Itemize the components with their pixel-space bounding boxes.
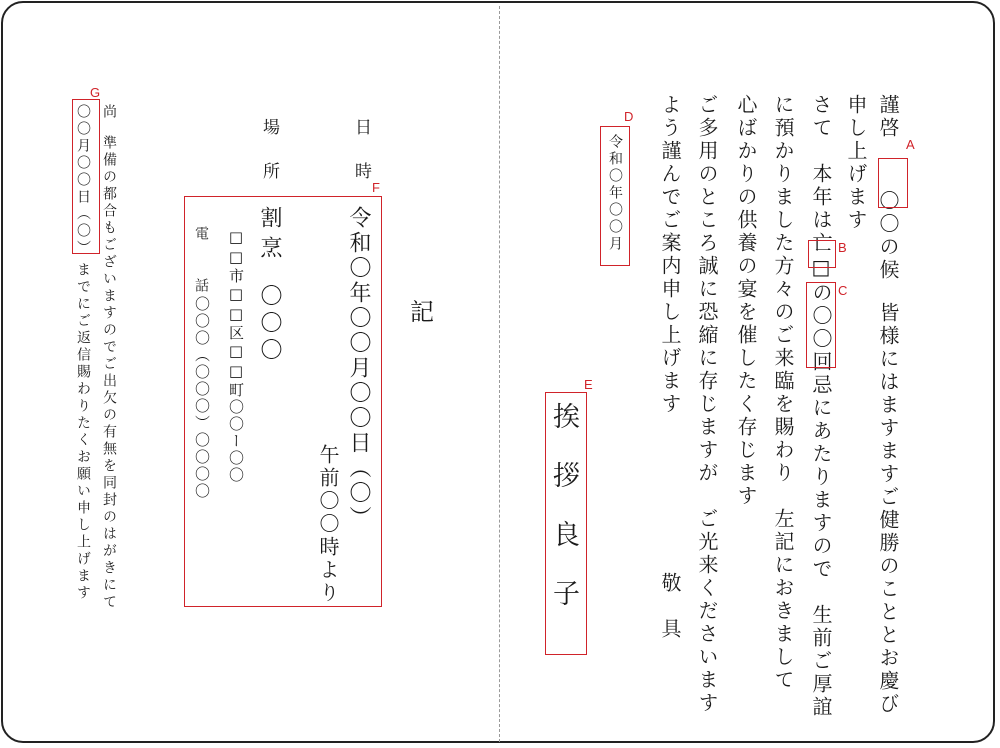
deadline-box — [72, 99, 100, 254]
date-box — [600, 126, 630, 266]
season-blank: 〇〇 — [876, 190, 900, 236]
letter-line-3 — [811, 94, 831, 719]
deceased-blank: □ — [809, 255, 833, 282]
season-box — [878, 158, 908, 208]
venue-type: 割烹 — [257, 206, 282, 266]
letter-line-5: 心ばかりの供養の宴を催したく存じます — [734, 94, 758, 508]
venue-address: □□市□□区□□町〇〇ー〇〇 — [227, 228, 245, 484]
phone-number: 〇〇〇（〇〇〇）〇〇〇〇 — [193, 296, 211, 500]
label-f: F — [372, 180, 380, 195]
label-d: D — [624, 109, 634, 124]
letter-line-2: 申し上げます — [844, 94, 868, 232]
ps-deadline: 〇〇月〇〇日（〇） — [75, 104, 91, 257]
phone-label: 電 話 — [193, 226, 209, 304]
line3-no: の — [809, 282, 833, 305]
label-b: B — [838, 240, 847, 255]
label-g: G — [90, 85, 101, 100]
date-label: 日 時 — [351, 118, 371, 184]
line3-start: さて 本年は亡 — [809, 94, 833, 255]
ps-body: 準備の都合もございますのでご出欠の有無を同封のはがきにて — [101, 135, 117, 611]
label-a: A — [906, 137, 915, 152]
letter-line-4: に預かりました方々のご来臨を賜わり 左記におきまして — [771, 94, 795, 692]
label-e: E — [584, 377, 593, 392]
health-greeting: 皆様にはますますご健勝のこととお慶び — [876, 302, 900, 716]
place-label: 場 所 — [259, 118, 279, 184]
event-time: 午前〇〇時より — [316, 444, 340, 605]
keigu: 敬 具 — [658, 572, 682, 641]
fold-line — [499, 6, 500, 742]
label-c: C — [838, 283, 848, 298]
kaiki-blank: 〇〇回忌 — [809, 305, 833, 397]
letter-line-7: よう謹んでご案内申し上げます — [658, 94, 682, 416]
greeting-kinkei: 謹啓 — [876, 94, 900, 140]
kaiki-box — [806, 282, 836, 368]
event-date: 令和〇年〇〇月〇〇日（〇） — [346, 206, 371, 531]
sender-name: 挨拶良子 — [548, 402, 579, 638]
letter-date: 令和〇年〇〇月 — [607, 134, 623, 253]
line3-rest: にあたりますので 生前ご厚誼 — [809, 397, 833, 719]
ps-line-1 — [102, 104, 116, 611]
venue-name: 〇〇〇 — [257, 284, 282, 365]
ps-line-2: までにご返信賜わりたくお願い申し上げます — [75, 262, 91, 602]
season-suffix: の候 — [876, 236, 900, 282]
sender-box — [545, 392, 587, 655]
deceased-box — [808, 240, 836, 268]
letter-line-6: ご多用のところ誠に恐縮に存じますが ご光来くださいます — [695, 94, 719, 715]
ps-head: 尚 — [101, 104, 117, 121]
ki-heading: 記 — [410, 298, 434, 326]
